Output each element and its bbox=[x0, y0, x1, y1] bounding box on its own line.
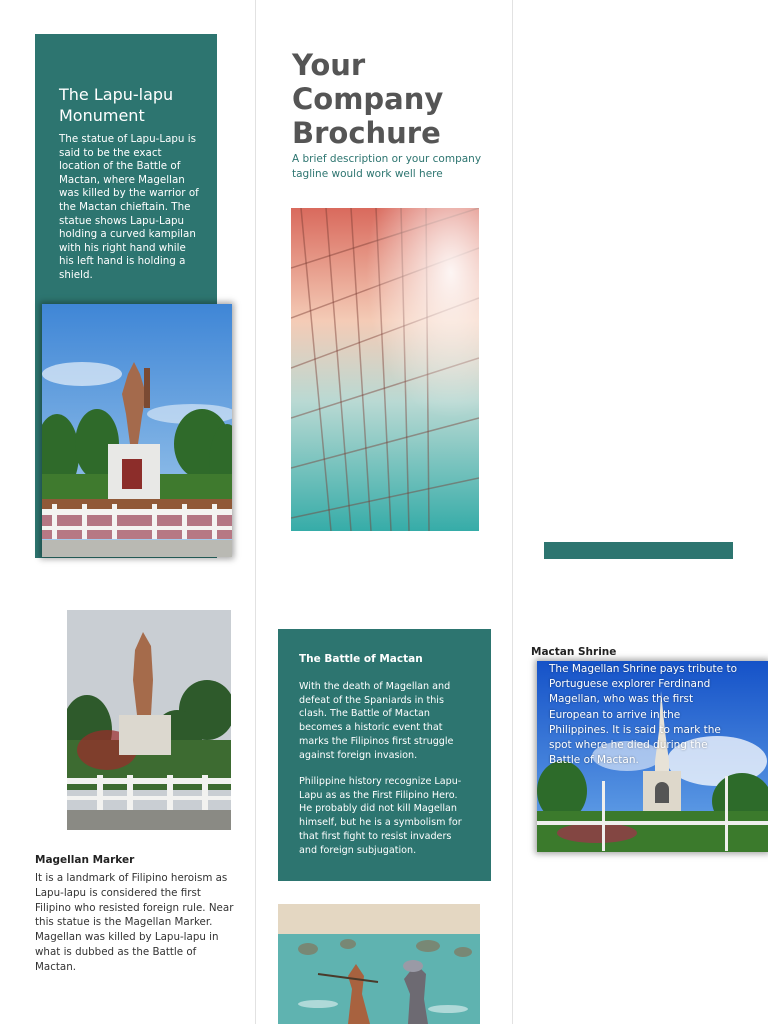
battle-of-mactan-title: The Battle of Mactan bbox=[299, 653, 423, 665]
monument-description: The statue of Lapu-Lapu is said to be the exact location of the Battle of Mactan, where Magellan was killed by the warrior of the Mactan chieftain. The statue shows Lapu-Lapu holding a curved kampilan with his right hand while his left hand is holding a shield. bbox=[59, 133, 199, 281]
battle-paragraph-1: With the death of Magellan and defeat of the Spaniards in this clash. The Battle of Mactan becomes a historic event that marks the Filipinos first struggle against foreign invasion. bbox=[299, 681, 454, 761]
glass-building-photo bbox=[291, 208, 479, 531]
magellan-marker-title: Magellan Marker bbox=[35, 854, 135, 866]
teal-divider-bar bbox=[544, 542, 733, 559]
magellan-marker-description: It is a landmark of Filipino heroism as Lapu-lapu is considered the first Filipino who resisted foreign rule. Near this statue is the Magellan Marker. Magellan was killed by Lapu-lapu in what is dubbed as the Battle of Mactan. bbox=[35, 872, 234, 973]
fold-line-left bbox=[255, 0, 256, 1024]
brochure-tagline: A brief description or your company tagline would work well here bbox=[292, 153, 482, 180]
battle-of-mactan-panel bbox=[278, 629, 491, 881]
battle-mural-photo bbox=[278, 904, 480, 1024]
mactan-shrine-description: The Magellan Shrine pays tribute to Portuguese explorer Ferdinand Magellan, who was the first European to arrive in the Philippines. It is said to mark the spot where he died during the Battle of Mactan. bbox=[549, 663, 738, 767]
brochure-title: Your Company Brochure bbox=[292, 48, 444, 150]
lapu-lapu-monument-photo bbox=[42, 304, 232, 557]
fold-line-right bbox=[512, 0, 513, 1024]
monument-title: The Lapu-lapu Monument bbox=[59, 85, 174, 125]
mactan-shrine-title: Mactan Shrine bbox=[531, 646, 617, 658]
battle-paragraph-2: Philippine history recognize Lapu-Lapu as as the First Filipino Hero. He probably did not kill Magellan himself, but he is a symbolism for that first fight to resist invaders and foreign subjugation. bbox=[299, 776, 462, 856]
magellan-marker-photo bbox=[67, 610, 231, 830]
